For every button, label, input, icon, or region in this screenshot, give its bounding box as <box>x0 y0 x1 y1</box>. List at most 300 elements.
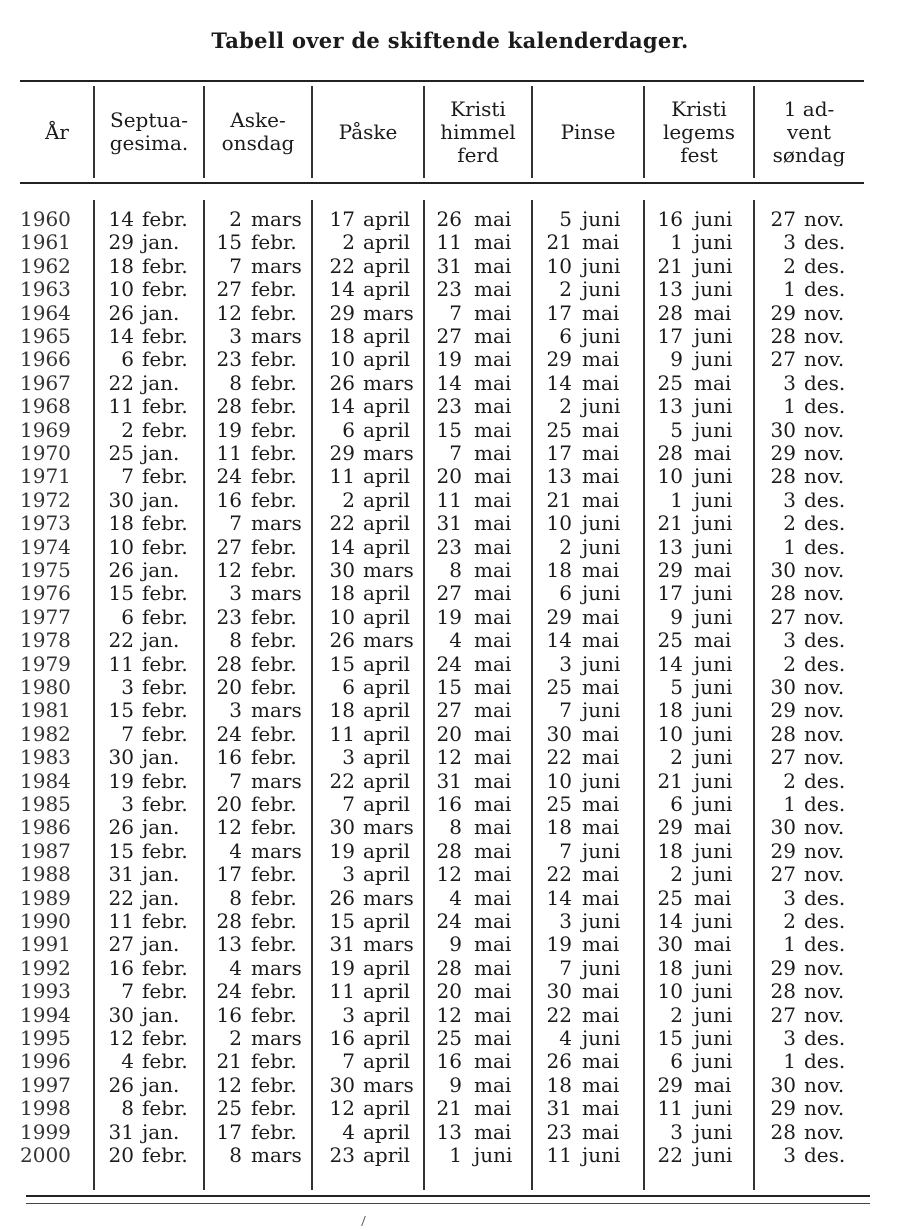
table-row <box>0 723 900 746</box>
paske-month: april <box>363 1119 411 1144</box>
kristi-legems-fest-day: 2 <box>670 1002 683 1027</box>
year-cell: 1963 <box>20 277 71 302</box>
paske-day: 6 <box>342 417 355 442</box>
askeonsdag-month: febr. <box>251 979 297 1004</box>
kristi-himmelferd-month: mai <box>474 979 512 1004</box>
askeonsdag-month: febr. <box>251 862 297 887</box>
advent-month: nov. <box>804 324 845 348</box>
kristi-legems-fest-day: 30 <box>657 932 683 957</box>
header-kristi-himmelferd <box>424 86 532 178</box>
askeonsdag-day: 24 <box>216 464 242 489</box>
table-row <box>0 699 900 722</box>
askeonsdag-day: 2 <box>229 207 242 231</box>
advent-day: 30 <box>770 558 796 582</box>
askeonsdag-day: 23 <box>216 347 242 372</box>
advent-day: 29 <box>770 698 796 723</box>
table-title: Tabell over de skiftende kalenderdager. <box>211 28 689 53</box>
advent-month: des. <box>804 768 846 793</box>
septuagesima-month: febr. <box>142 1096 188 1121</box>
kristi-legems-fest-month: mai <box>694 885 732 910</box>
table-row <box>0 582 900 605</box>
advent-month: nov. <box>804 1072 845 1097</box>
septuagesima-month: febr. <box>142 651 188 676</box>
table-row <box>0 1050 900 1073</box>
advent-day: 30 <box>770 675 796 699</box>
advent-month: nov. <box>804 464 845 489</box>
kristi-himmelferd-day: 19 <box>436 347 462 372</box>
pinse-day: 17 <box>546 300 572 325</box>
septuagesima-month: jan. <box>142 558 180 582</box>
year-cell: 1990 <box>20 909 71 933</box>
kristi-legems-fest-day: 2 <box>670 862 683 887</box>
paske-day: 14 <box>329 394 355 419</box>
askeonsdag-month: febr. <box>251 651 297 676</box>
advent-day: 3 <box>783 885 796 910</box>
askeonsdag-day: 27 <box>216 534 242 559</box>
septuagesima-month: jan. <box>142 1119 180 1144</box>
askeonsdag-day: 24 <box>216 721 242 746</box>
kristi-himmelferd-month: mai <box>474 441 512 465</box>
askeonsdag-month: febr. <box>251 230 297 255</box>
askeonsdag-month: febr. <box>251 792 297 816</box>
table-row <box>0 255 900 278</box>
header-advent-line: søndag <box>772 142 846 167</box>
kristi-himmelferd-day: 7 <box>449 300 462 325</box>
askeonsdag-month: febr. <box>251 885 297 910</box>
kristi-legems-fest-month: mai <box>694 370 732 395</box>
askeonsdag-day: 21 <box>216 1049 242 1074</box>
pinse-month: juni <box>582 768 621 793</box>
header-bottom-rule <box>20 182 864 184</box>
septuagesima-day: 2 <box>121 417 134 442</box>
askeonsdag-day: 7 <box>229 511 242 536</box>
year-cell: 1993 <box>20 979 71 1004</box>
paske-month: april <box>363 253 411 278</box>
kristi-himmelferd-month: mai <box>474 838 512 863</box>
kristi-himmelferd-month: mai <box>474 558 512 582</box>
kristi-legems-fest-day: 14 <box>657 651 683 676</box>
kristi-himmelferd-day: 1 <box>449 1143 462 1167</box>
pinse-day: 30 <box>546 721 572 746</box>
askeonsdag-month: mars <box>251 253 302 278</box>
paske-day: 11 <box>329 464 355 489</box>
kristi-himmelferd-month: mai <box>474 511 512 536</box>
pinse-month: mai <box>582 628 620 653</box>
kristi-legems-fest-month: juni <box>694 581 733 606</box>
askeonsdag-month: febr. <box>251 909 297 933</box>
column-rule <box>423 200 425 1190</box>
paske-day: 23 <box>329 1143 355 1167</box>
kristi-himmelferd-day: 8 <box>449 558 462 582</box>
table-row <box>0 793 900 816</box>
table-row <box>0 302 900 325</box>
askeonsdag-day: 8 <box>229 628 242 653</box>
table-row <box>0 957 900 980</box>
year-cell: 1979 <box>20 651 71 676</box>
table-row <box>0 887 900 910</box>
askeonsdag-month: febr. <box>251 558 297 582</box>
askeonsdag-month: mars <box>251 1143 302 1167</box>
header-septuagesima-line: gesima. <box>109 131 189 155</box>
kristi-himmelferd-day: 13 <box>436 1119 462 1144</box>
septuagesima-day: 19 <box>108 768 134 793</box>
kristi-himmelferd-day: 23 <box>436 534 462 559</box>
paske-day: 15 <box>329 651 355 676</box>
column-rule <box>643 200 645 1190</box>
header-advent-line: 1 ad- <box>783 96 835 121</box>
kristi-legems-fest-month: juni <box>694 277 733 302</box>
paske-day: 22 <box>329 768 355 793</box>
kristi-legems-fest-month: mai <box>694 628 732 653</box>
paske-month: mars <box>363 300 414 325</box>
kristi-legems-fest-day: 25 <box>657 370 683 395</box>
septuagesima-month: febr. <box>142 1049 188 1074</box>
table-row <box>0 512 900 535</box>
kristi-legems-fest-day: 13 <box>657 534 683 559</box>
kristi-himmelferd-day: 21 <box>436 1096 462 1121</box>
advent-month: nov. <box>804 300 845 325</box>
paske-month: april <box>363 1143 411 1167</box>
askeonsdag-day: 11 <box>216 441 242 465</box>
pinse-month: juni <box>582 1026 621 1050</box>
paske-month: april <box>363 534 411 559</box>
table-row <box>0 606 900 629</box>
askeonsdag-month: febr. <box>251 347 297 372</box>
kristi-legems-fest-month: juni <box>694 207 733 231</box>
pinse-month: juni <box>582 253 621 278</box>
askeonsdag-month: febr. <box>251 815 297 840</box>
advent-month: nov. <box>804 721 845 746</box>
year-cell: 1966 <box>20 347 71 372</box>
paske-day: 11 <box>329 979 355 1004</box>
pinse-day: 3 <box>559 909 572 933</box>
askeonsdag-day: 20 <box>216 792 242 816</box>
paske-day: 10 <box>329 604 355 629</box>
advent-month: nov. <box>804 675 845 699</box>
septuagesima-day: 26 <box>108 815 134 840</box>
advent-day: 30 <box>770 815 796 840</box>
advent-day: 27 <box>770 1002 796 1027</box>
table-row <box>0 840 900 863</box>
year-cell: 1994 <box>20 1002 71 1027</box>
kristi-legems-fest-month: juni <box>694 721 733 746</box>
kristi-legems-fest-month: juni <box>694 955 733 980</box>
askeonsdag-day: 7 <box>229 768 242 793</box>
septuagesima-month: jan. <box>142 1072 180 1097</box>
kristi-legems-fest-month: juni <box>694 534 733 559</box>
pinse-day: 10 <box>546 253 572 278</box>
kristi-himmelferd-day: 14 <box>436 370 462 395</box>
paske-day: 7 <box>342 1049 355 1074</box>
year-cell: 1975 <box>20 558 71 582</box>
septuagesima-day: 4 <box>121 1049 134 1074</box>
advent-month: des. <box>804 370 846 395</box>
year-cell: 1982 <box>20 721 71 746</box>
advent-day: 29 <box>770 838 796 863</box>
pinse-day: 10 <box>546 768 572 793</box>
askeonsdag-month: mars <box>251 838 302 863</box>
askeonsdag-day: 17 <box>216 1119 242 1144</box>
pinse-month: juni <box>582 955 621 980</box>
pinse-day: 19 <box>546 932 572 957</box>
askeonsdag-month: febr. <box>251 721 297 746</box>
pinse-day: 14 <box>546 885 572 910</box>
septuagesima-day: 22 <box>108 370 134 395</box>
year-cell: 1972 <box>20 487 71 512</box>
pinse-month: juni <box>582 1143 621 1167</box>
paske-month: april <box>363 862 411 887</box>
paske-day: 18 <box>329 324 355 348</box>
kristi-legems-fest-month: mai <box>694 815 732 840</box>
kristi-himmelferd-month: mai <box>474 862 512 887</box>
table-row <box>0 1097 900 1120</box>
header-advent-line: vent <box>786 119 832 144</box>
advent-day: 3 <box>783 1143 796 1167</box>
table-bottom-rule-thin <box>26 1203 870 1204</box>
table-row <box>0 816 900 839</box>
pinse-day: 31 <box>546 1096 572 1121</box>
paske-day: 3 <box>342 745 355 770</box>
advent-day: 1 <box>783 277 796 302</box>
paske-day: 17 <box>329 207 355 231</box>
column-rule <box>753 200 755 1190</box>
paske-month: april <box>363 394 411 419</box>
septuagesima-day: 15 <box>108 698 134 723</box>
advent-day: 28 <box>770 721 796 746</box>
kristi-legems-fest-month: mai <box>694 300 732 325</box>
septuagesima-day: 29 <box>108 230 134 255</box>
kristi-himmelferd-month: mai <box>474 581 512 606</box>
header-askeonsdag <box>204 86 312 178</box>
kristi-himmelferd-month: mai <box>474 534 512 559</box>
pinse-month: mai <box>582 1096 620 1121</box>
kristi-legems-fest-day: 2 <box>670 745 683 770</box>
septuagesima-day: 7 <box>121 721 134 746</box>
septuagesima-day: 16 <box>108 955 134 980</box>
advent-month: des. <box>804 1026 846 1050</box>
kristi-himmelferd-month: juni <box>474 1143 513 1167</box>
septuagesima-day: 18 <box>108 253 134 278</box>
kristi-legems-fest-month: juni <box>694 792 733 816</box>
askeonsdag-month: mars <box>251 511 302 536</box>
paske-month: april <box>363 324 411 348</box>
askeonsdag-day: 17 <box>216 862 242 887</box>
header-askeonsdag-line: Aske- <box>230 108 286 132</box>
table-row <box>0 278 900 301</box>
septuagesima-month: jan. <box>142 300 180 325</box>
kristi-himmelferd-month: mai <box>474 885 512 910</box>
kristi-himmelferd-day: 12 <box>436 1002 462 1027</box>
kristi-legems-fest-day: 29 <box>657 1072 683 1097</box>
advent-month: des. <box>804 1143 846 1167</box>
kristi-legems-fest-month: juni <box>694 230 733 255</box>
paske-day: 11 <box>329 721 355 746</box>
pinse-month: mai <box>582 300 620 325</box>
pinse-month: mai <box>582 347 620 372</box>
kristi-legems-fest-day: 1 <box>670 487 683 512</box>
septuagesima-month: jan. <box>142 628 180 653</box>
kristi-himmelferd-day: 20 <box>436 979 462 1004</box>
askeonsdag-day: 15 <box>216 230 242 255</box>
year-cell: 1976 <box>20 581 71 606</box>
paske-day: 16 <box>329 1026 355 1050</box>
paske-day: 30 <box>329 558 355 582</box>
kristi-legems-fest-month: juni <box>694 675 733 699</box>
askeonsdag-month: febr. <box>251 1049 297 1074</box>
kristi-himmelferd-day: 31 <box>436 253 462 278</box>
kristi-himmelferd-day: 24 <box>436 651 462 676</box>
year-cell: 1995 <box>20 1026 71 1050</box>
header-kristi-himmelferd-line: himmel <box>440 119 516 144</box>
kristi-himmelferd-month: mai <box>474 1049 512 1074</box>
paske-month: april <box>363 604 411 629</box>
kristi-legems-fest-month: mai <box>694 558 732 582</box>
kristi-himmelferd-month: mai <box>474 370 512 395</box>
kristi-legems-fest-day: 21 <box>657 253 683 278</box>
paske-month: april <box>363 581 411 606</box>
pinse-month: mai <box>582 370 620 395</box>
paske-day: 3 <box>342 1002 355 1027</box>
askeonsdag-month: febr. <box>251 1002 297 1027</box>
table-row <box>0 208 900 231</box>
kristi-himmelferd-month: mai <box>474 792 512 816</box>
paske-month: april <box>363 230 411 255</box>
advent-day: 2 <box>783 651 796 676</box>
year-cell: 1992 <box>20 955 71 980</box>
kristi-legems-fest-month: juni <box>694 838 733 863</box>
askeonsdag-day: 12 <box>216 558 242 582</box>
kristi-himmelferd-day: 12 <box>436 862 462 887</box>
askeonsdag-day: 16 <box>216 487 242 512</box>
kristi-legems-fest-month: juni <box>694 464 733 489</box>
pinse-month: juni <box>582 534 621 559</box>
pinse-day: 25 <box>546 417 572 442</box>
septuagesima-day: 3 <box>121 675 134 699</box>
header-pinse <box>532 86 644 178</box>
septuagesima-month: febr. <box>142 979 188 1004</box>
paske-month: april <box>363 955 411 980</box>
septuagesima-month: jan. <box>142 370 180 395</box>
kristi-himmelferd-day: 23 <box>436 394 462 419</box>
septuagesima-month: febr. <box>142 253 188 278</box>
header-septuagesima <box>94 86 204 178</box>
septuagesima-day: 10 <box>108 534 134 559</box>
header-year <box>20 86 94 178</box>
year-cell: 1998 <box>20 1096 71 1121</box>
year-cell: 1974 <box>20 534 71 559</box>
kristi-himmelferd-day: 19 <box>436 604 462 629</box>
septuagesima-day: 12 <box>108 1026 134 1050</box>
table-row <box>0 629 900 652</box>
paske-day: 30 <box>329 815 355 840</box>
kristi-himmelferd-month: mai <box>474 417 512 442</box>
kristi-himmelferd-day: 27 <box>436 581 462 606</box>
header-year-line: År <box>44 119 69 144</box>
septuagesima-day: 22 <box>108 628 134 653</box>
year-cell: 1980 <box>20 675 71 699</box>
kristi-himmelferd-day: 7 <box>449 441 462 465</box>
askeonsdag-month: mars <box>251 768 302 793</box>
kristi-legems-fest-month: juni <box>694 394 733 419</box>
septuagesima-month: febr. <box>142 604 188 629</box>
paske-day: 22 <box>329 511 355 536</box>
paske-month: mars <box>363 885 414 910</box>
kristi-legems-fest-day: 1 <box>670 230 683 255</box>
advent-month: nov. <box>804 558 845 582</box>
advent-day: 29 <box>770 1096 796 1121</box>
kristi-himmelferd-month: mai <box>474 324 512 348</box>
year-cell: 1977 <box>20 604 71 629</box>
kristi-himmelferd-month: mai <box>474 698 512 723</box>
pinse-day: 22 <box>546 1002 572 1027</box>
paske-month: mars <box>363 815 414 840</box>
askeonsdag-month: febr. <box>251 464 297 489</box>
year-cell: 1991 <box>20 932 71 957</box>
paske-month: april <box>363 1026 411 1050</box>
column-rule <box>643 86 645 178</box>
kristi-legems-fest-month: juni <box>694 1119 733 1144</box>
askeonsdag-day: 8 <box>229 885 242 910</box>
septuagesima-month: febr. <box>142 581 188 606</box>
advent-day: 30 <box>770 1072 796 1097</box>
askeonsdag-month: febr. <box>251 394 297 419</box>
pinse-month: juni <box>582 581 621 606</box>
septuagesima-month: febr. <box>142 347 188 372</box>
kristi-legems-fest-month: juni <box>694 745 733 770</box>
kristi-himmelferd-month: mai <box>474 1072 512 1097</box>
kristi-legems-fest-month: juni <box>694 487 733 512</box>
pinse-day: 5 <box>559 207 572 231</box>
askeonsdag-day: 24 <box>216 979 242 1004</box>
advent-day: 1 <box>783 792 796 816</box>
septuagesima-month: febr. <box>142 394 188 419</box>
pinse-month: mai <box>582 1049 620 1074</box>
table-row <box>0 676 900 699</box>
paske-month: april <box>363 745 411 770</box>
paske-month: april <box>363 909 411 933</box>
kristi-himmelferd-month: mai <box>474 1096 512 1121</box>
paske-month: april <box>363 838 411 863</box>
septuagesima-month: febr. <box>142 277 188 302</box>
septuagesima-day: 6 <box>121 347 134 372</box>
kristi-himmelferd-month: mai <box>474 1119 512 1144</box>
paske-day: 29 <box>329 300 355 325</box>
askeonsdag-day: 12 <box>216 815 242 840</box>
table-row <box>0 933 900 956</box>
septuagesima-month: jan. <box>142 885 180 910</box>
askeonsdag-month: febr. <box>251 487 297 512</box>
advent-month: nov. <box>804 604 845 629</box>
askeonsdag-month: febr. <box>251 277 297 302</box>
paske-day: 6 <box>342 675 355 699</box>
pinse-month: mai <box>582 1072 620 1097</box>
askeonsdag-month: febr. <box>251 628 297 653</box>
kristi-himmelferd-day: 8 <box>449 815 462 840</box>
pinse-day: 13 <box>546 464 572 489</box>
table-row <box>0 863 900 886</box>
septuagesima-day: 6 <box>121 604 134 629</box>
askeonsdag-month: febr. <box>251 1096 297 1121</box>
advent-day: 3 <box>783 628 796 653</box>
kristi-legems-fest-day: 18 <box>657 838 683 863</box>
septuagesima-day: 14 <box>108 324 134 348</box>
table-row <box>0 419 900 442</box>
septuagesima-month: jan. <box>142 230 180 255</box>
kristi-legems-fest-day: 25 <box>657 628 683 653</box>
septuagesima-day: 7 <box>121 464 134 489</box>
paske-month: mars <box>363 932 414 957</box>
septuagesima-day: 11 <box>108 651 134 676</box>
